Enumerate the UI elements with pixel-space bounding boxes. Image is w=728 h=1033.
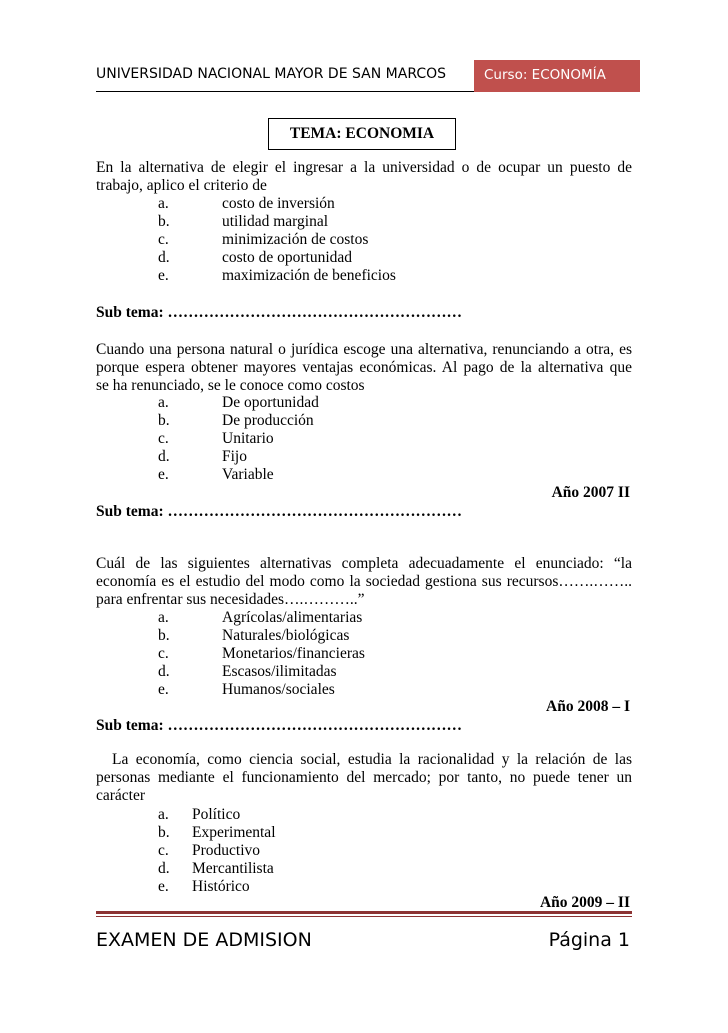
option-letter: d.: [158, 663, 170, 680]
question-line: economía es el estudio del modo como la sociedad gestiona sus recursos…….……..: [96, 573, 632, 590]
question-line: Cuál de las siguientes alternativas completa adecuadamente el enunciado: “la: [96, 555, 632, 572]
footer-divider-thin: [96, 916, 632, 917]
option-text: Escasos/ilimitadas: [222, 663, 337, 680]
question-line: trabajo, aplico el criterio de: [96, 177, 267, 194]
question-line: La economía, como ciencia social, estudia la racionalidad y la relación de las: [112, 751, 632, 768]
option-text: Monetarios/financieras: [222, 645, 365, 662]
option-letter: e.: [158, 466, 169, 483]
option-letter: c.: [158, 842, 169, 859]
option-text: Variable: [222, 466, 274, 483]
subtema-3: Sub tema: …………………………………………………: [96, 717, 462, 734]
option-letter: c.: [158, 430, 169, 447]
option-text: Fijo: [222, 448, 247, 465]
option-letter: b.: [158, 824, 170, 841]
option-text: Naturales/biológicas: [222, 627, 350, 644]
option-letter: e.: [158, 681, 169, 698]
option-text: De oportunidad: [222, 394, 319, 411]
footer-page-number: Página 1: [548, 929, 630, 951]
question-2-year: Año 2007 II: [551, 484, 630, 501]
question-1-text: [96, 159, 632, 195]
option-text: Humanos/sociales: [222, 681, 335, 698]
option-text: costo de oportunidad: [222, 249, 353, 266]
option-letter: a.: [158, 195, 169, 212]
option-text: minimización de costos: [222, 231, 369, 248]
header-university: UNIVERSIDAD NACIONAL MAYOR DE SAN MARCOS: [96, 66, 447, 82]
footer-exam-title: EXAMEN DE ADMISION: [96, 929, 312, 951]
subtema-1: Sub tema: …………………………………………………: [96, 304, 462, 321]
question-line: personas mediante el funcionamiento del mercado; por tanto, no puede tener un: [96, 769, 632, 786]
option-letter: d.: [158, 448, 170, 465]
question-4-text: [96, 751, 632, 805]
option-letter: e.: [158, 878, 169, 895]
question-line: En la alternativa de elegir el ingresar a la universidad o de ocupar un puesto de: [96, 159, 632, 176]
option-text: costo de inversión: [222, 195, 335, 212]
option-letter: b.: [158, 412, 170, 429]
option-letter: c.: [158, 231, 169, 248]
tema-title: TEMA: ECONOMIA: [268, 118, 456, 150]
option-text: Experimental: [192, 824, 276, 841]
header-divider: [96, 91, 474, 92]
option-letter: a.: [158, 394, 169, 411]
option-letter: a.: [158, 806, 169, 823]
option-text: De producción: [222, 412, 314, 429]
option-text: Unitario: [222, 430, 274, 447]
question-3-text: [96, 555, 632, 609]
option-text: utilidad marginal: [222, 213, 329, 230]
option-letter: e.: [158, 267, 169, 284]
subtema-2: Sub tema: …………………………………………………: [96, 503, 462, 520]
option-letter: d.: [158, 860, 170, 877]
option-text: Productivo: [192, 842, 261, 859]
question-2-text: [96, 341, 632, 395]
question-line: se ha renunciado, se le conoce como costos: [96, 377, 365, 394]
option-letter: b.: [158, 627, 170, 644]
option-text: Histórico: [192, 878, 250, 895]
option-letter: b.: [158, 213, 170, 230]
footer-divider: [96, 911, 632, 914]
option-text: Mercantilista: [192, 860, 274, 877]
option-letter: d.: [158, 249, 170, 266]
question-3-year: Año 2008 – I: [546, 698, 630, 715]
option-letter: a.: [158, 609, 169, 626]
option-text: Agrícolas/alimentarias: [222, 609, 363, 626]
question-line: carácter: [96, 787, 146, 804]
question-4-year: Año 2009 – II: [539, 894, 630, 911]
question-line: Cuando una persona natural o jurídica escoge una alternativa, renunciando a otra, es: [96, 341, 632, 358]
option-text: Político: [192, 806, 241, 823]
option-letter: c.: [158, 645, 169, 662]
header-course: Curso: ECONOMÍA: [474, 60, 640, 92]
question-line: porque espera obtener mayores ventajas económicas. Al pago de la alternativa que: [96, 359, 632, 376]
option-text: maximización de beneficios: [222, 267, 396, 284]
question-line: para enfrentar sus necesidades….………..”: [96, 591, 365, 608]
